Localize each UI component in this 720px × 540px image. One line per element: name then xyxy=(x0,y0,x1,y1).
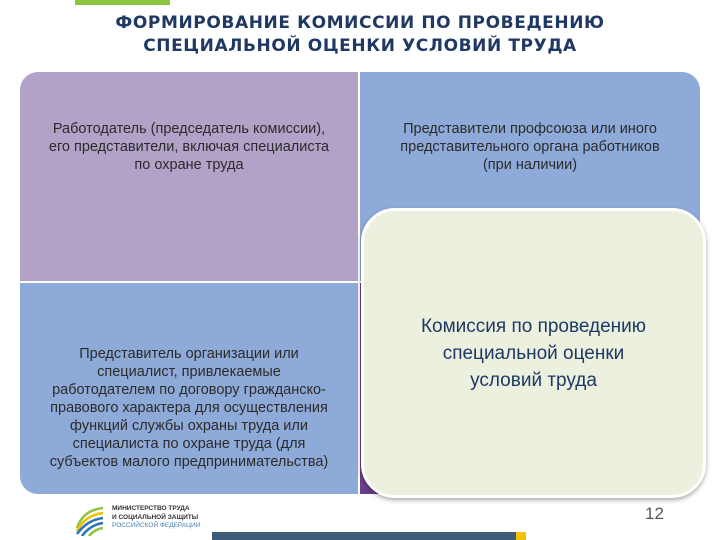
slide-title-line-2: СПЕЦИАЛЬНОЙ ОЦЕНКИ УСЛОВИЙ ТРУДА xyxy=(143,36,577,56)
quadrant-employer-text-line: его представители, включая специалиста xyxy=(48,139,330,155)
footer-bar xyxy=(212,532,524,540)
commission-center-line: условий труда xyxy=(470,369,597,391)
ministry-name-line-2: И СОЦИАЛЬНОЙ ЗАЩИТЫ xyxy=(112,513,199,521)
top-accent-bar xyxy=(75,0,170,5)
quadrant-contractor-text-line: специалиста по охране труда (для xyxy=(72,436,306,452)
slide-title-line-1: ФОРМИРОВАНИЕ КОМИССИИ ПО ПРОВЕДЕНИЮ xyxy=(115,13,605,33)
quadrant-contractor xyxy=(20,283,360,494)
ministry-name-line-3: РОССИЙСКОЙ ФЕДЕРАЦИИ xyxy=(112,522,201,529)
slide-title xyxy=(0,12,720,58)
ministry-name xyxy=(112,505,200,531)
quadrant-employer xyxy=(20,72,360,283)
quadrant-union-text-line: Представители профсоюза или иного xyxy=(403,121,657,137)
quadrant-contractor-text-line: специалист, привлекаемые xyxy=(97,364,281,380)
quadrant-union-text-line: представительного органа работников xyxy=(400,139,660,155)
quadrant-contractor-text-line: работодателем по договору гражданско- xyxy=(52,382,326,398)
page-number: 12 xyxy=(645,504,664,523)
commission-center-line: Комиссия по проведению xyxy=(420,315,647,337)
ministry-logo-icon xyxy=(75,502,105,536)
footer-accent xyxy=(516,532,526,540)
commission-center-line: специальной оценки xyxy=(442,342,625,364)
commission-center-text xyxy=(421,313,646,394)
ministry-name-line-1: МИНИСТЕРСТВО ТРУДА xyxy=(112,505,190,512)
quadrant-contractor-text-line: субъектов малого предпринимательства) xyxy=(49,454,329,470)
quadrant-employer-text-line: Работодатель (председатель комиссии), xyxy=(52,121,326,137)
quadrant-contractor-text-line: Представитель организации или xyxy=(79,346,299,362)
quadrant-employer-text-line: по охране труда xyxy=(134,157,244,173)
commission-center-box xyxy=(361,208,706,498)
quadrant-union-text-line: (при наличии) xyxy=(482,157,578,173)
quadrant-contractor-text-line: функций службы охраны труда или xyxy=(70,418,308,434)
quadrant-contractor-text-line: правового характера для осуществления xyxy=(50,400,328,416)
